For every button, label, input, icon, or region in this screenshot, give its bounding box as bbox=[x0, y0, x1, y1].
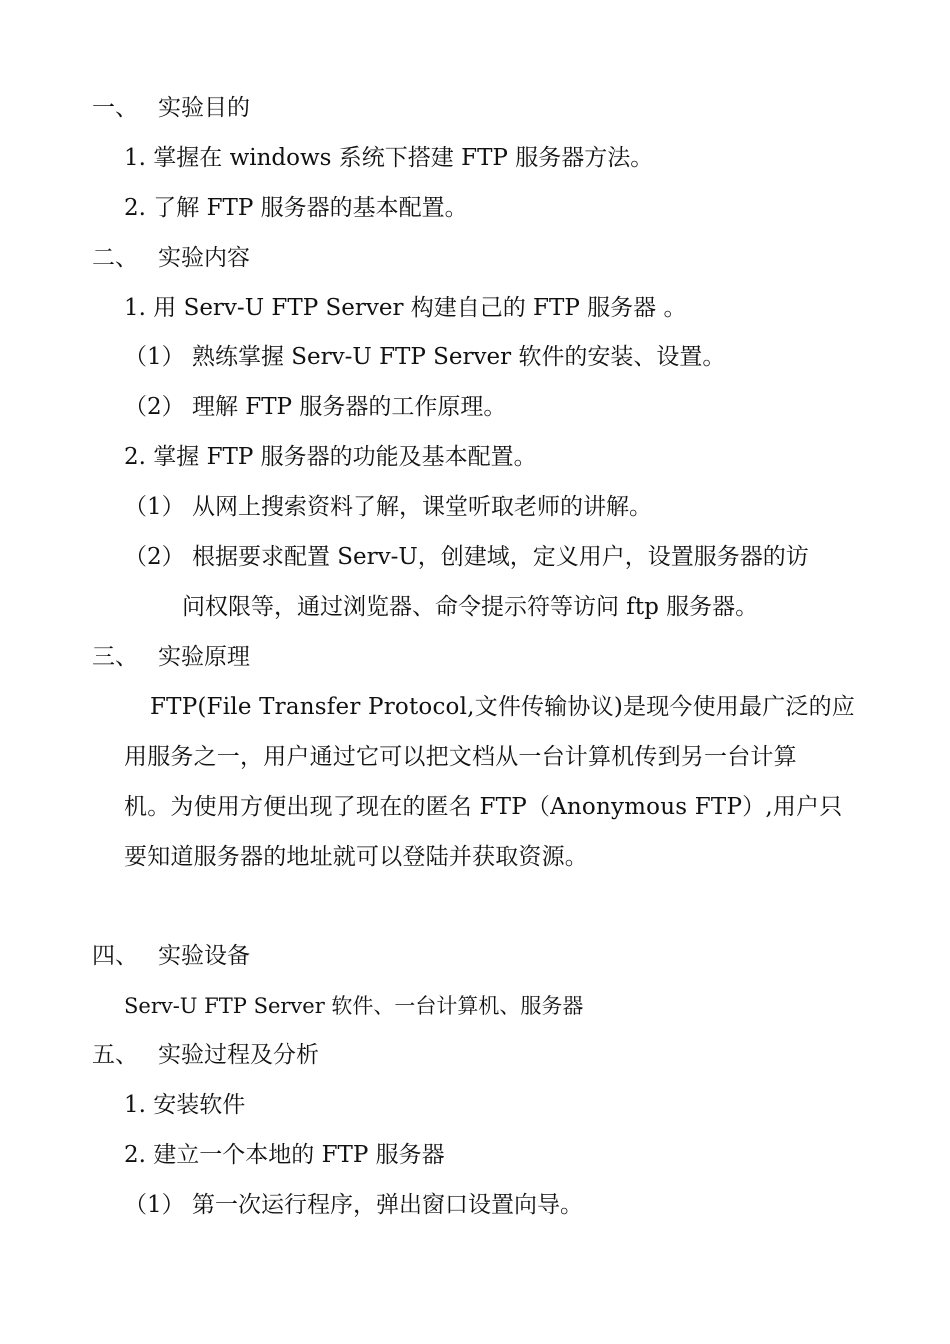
section-heading-3 bbox=[92, 642, 250, 672]
section-number: 一、 bbox=[92, 95, 138, 121]
section-heading-1 bbox=[92, 93, 250, 123]
list-item: （1） 熟练掌握 Serv-U FTP Server 软件的安装、设置。 bbox=[124, 344, 726, 370]
section-title: 实验目的 bbox=[158, 95, 250, 121]
section-number: 五、 bbox=[92, 1042, 138, 1068]
equipment-line: Serv-U FTP Server 软件、一台计算机、服务器 bbox=[124, 994, 584, 1018]
paragraph-line: 用服务之一，用户通过它可以把文档从一台计算机传到另一台计算 bbox=[124, 744, 797, 770]
section-number: 二、 bbox=[92, 245, 138, 271]
list-item: （2） 理解 FTP 服务器的工作原理。 bbox=[124, 394, 507, 420]
list-item: 1. 掌握在 windows 系统下搭建 FTP 服务器方法。 bbox=[124, 145, 654, 171]
section-number: 三、 bbox=[92, 644, 138, 670]
section-title: 实验原理 bbox=[158, 644, 250, 670]
section-title: 实验内容 bbox=[158, 245, 250, 271]
section-heading-4 bbox=[92, 941, 250, 971]
paragraph-line: 机。为使用方便出现了现在的匿名 FTP（Anonymous FTP）,用户只 bbox=[124, 794, 843, 820]
section-heading-2 bbox=[92, 243, 250, 273]
list-item: 2. 掌握 FTP 服务器的功能及基本配置。 bbox=[124, 444, 537, 470]
list-item-continuation: 问权限等，通过浏览器、命令提示符等访问 ftp 服务器。 bbox=[182, 594, 759, 620]
section-title: 实验设备 bbox=[158, 943, 250, 969]
list-item: 2. 建立一个本地的 FTP 服务器 bbox=[124, 1142, 445, 1168]
list-item: 2. 了解 FTP 服务器的基本配置。 bbox=[124, 195, 468, 221]
section-heading-5 bbox=[92, 1040, 319, 1070]
section-number: 四、 bbox=[92, 943, 138, 969]
list-item: （2） 根据要求配置 Serv-U，创建域，定义用户，设置服务器的访 bbox=[124, 544, 809, 570]
list-item: 1. 用 Serv-U FTP Server 构建自己的 FTP 服务器 。 bbox=[124, 295, 687, 321]
list-item: （1） 第一次运行程序，弹出窗口设置向导。 bbox=[124, 1192, 583, 1218]
list-item: （1） 从网上搜索资料了解，课堂听取老师的讲解。 bbox=[124, 494, 652, 520]
section-title: 实验过程及分析 bbox=[158, 1042, 319, 1068]
paragraph-line: 要知道服务器的地址就可以登陆并获取资源。 bbox=[124, 844, 588, 870]
list-item: 1. 安装软件 bbox=[124, 1092, 246, 1118]
paragraph-line: FTP(File Transfer Protocol,文件传输协议)是现今使用最广泛的应 bbox=[150, 694, 856, 720]
